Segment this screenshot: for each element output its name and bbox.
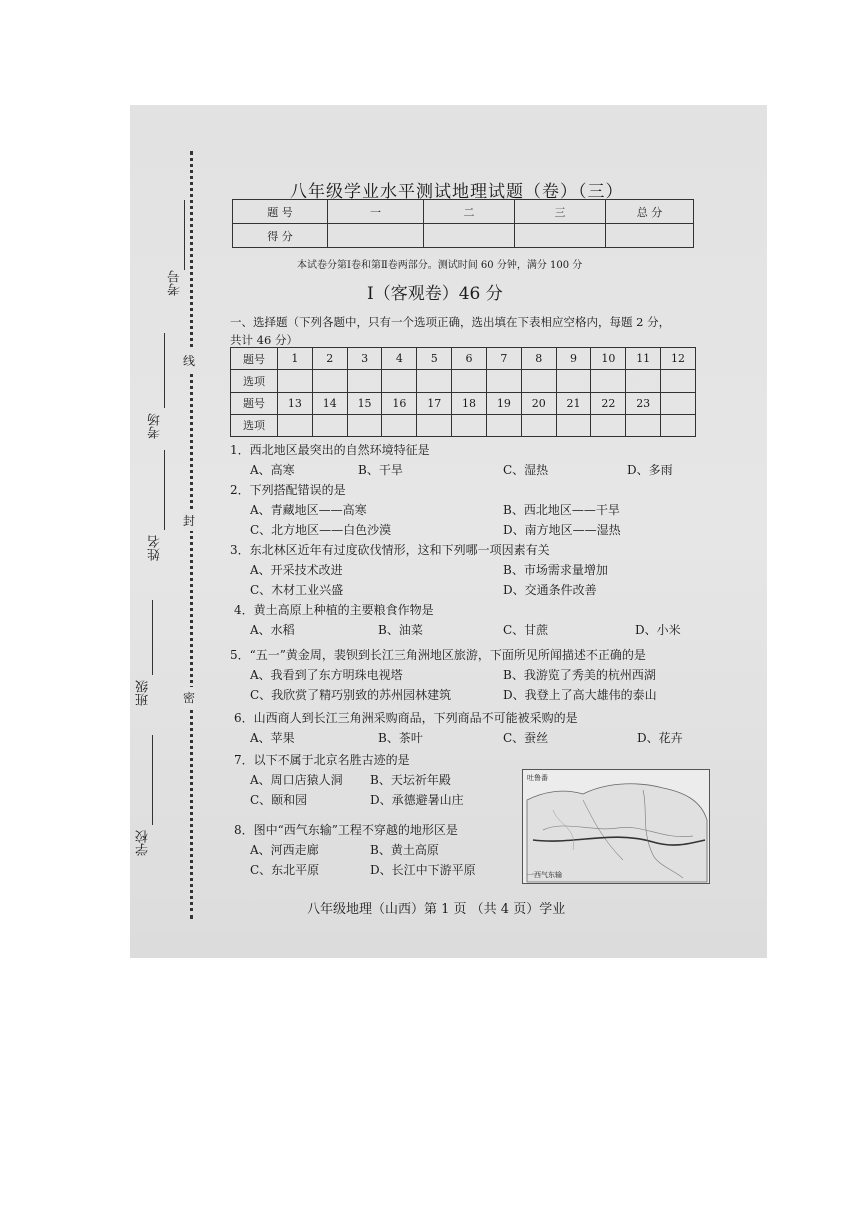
score-table	[232, 199, 694, 248]
answer-blank-cell	[556, 370, 591, 392]
question-option: D、小米	[635, 623, 681, 637]
answer-blank-cell	[312, 370, 347, 392]
question-option: C、我欣赏了精巧别致的苏州园林建筑	[250, 688, 452, 702]
question-option: A、水稻	[250, 623, 295, 637]
answer-blank-cell	[591, 414, 626, 436]
answer-blank-cell	[556, 414, 591, 436]
school-label: 学校	[136, 830, 151, 856]
question-option: C、木材工业兴盛	[250, 583, 344, 597]
answer-number-cell: 12	[661, 348, 696, 370]
answer-blank-cell	[452, 414, 487, 436]
exam-title: 八年级学业水平测试地理试题（卷）（三）	[290, 182, 624, 202]
answer-number-cell: 21	[556, 392, 591, 414]
answer-blank-cell	[382, 370, 417, 392]
scanned-exam-page	[130, 105, 767, 958]
question-option: A、高寒	[250, 463, 295, 477]
question-option: A、苹果	[250, 731, 295, 745]
question-option: B、市场需求量增加	[503, 563, 608, 577]
score-header-cell: 二	[424, 200, 515, 224]
answer-number-cell: 7	[486, 348, 521, 370]
answer-blank-cell	[626, 414, 661, 436]
question-option: D、我登上了高大雄伟的泰山	[503, 688, 657, 702]
room-blank	[164, 333, 165, 408]
answer-number-cell: 15	[347, 392, 382, 414]
question-option: C、东北平原	[250, 863, 320, 877]
answer-row-label: 选项	[231, 370, 278, 392]
answer-number-cell: 14	[312, 392, 347, 414]
question-option: D、交通条件改善	[503, 583, 597, 597]
page-footer: 八年级地理（山西）第 1 页 （共 4 页）学业	[307, 902, 566, 917]
answer-blank-cell	[452, 370, 487, 392]
question-option: A、周口店猿人洞	[250, 773, 343, 787]
question-option: C、蚕丝	[503, 731, 549, 745]
answer-blank-cell	[417, 370, 452, 392]
score-header-cell: 总 分	[606, 200, 694, 224]
answer-blank-cell	[417, 414, 452, 436]
number-label: 考号	[168, 270, 183, 296]
question-stem: 8．图中“西气东输”工程不穿越的地形区是	[234, 823, 458, 837]
question-option: C、湿热	[503, 463, 549, 477]
question-option: A、河西走廊	[250, 843, 319, 857]
answer-blank-cell	[278, 414, 313, 436]
question-option: D、承德避暑山庄	[370, 793, 464, 807]
question-option: D、长江中下游平原	[370, 863, 476, 877]
question-option: D、南方地区——湿热	[503, 523, 621, 537]
answer-number-cell: 6	[452, 348, 487, 370]
answer-number-cell: 3	[347, 348, 382, 370]
answer-number-cell: 19	[486, 392, 521, 414]
answer-number-cell: 20	[521, 392, 556, 414]
answer-number-cell: 16	[382, 392, 417, 414]
answer-blank-cell	[347, 370, 382, 392]
score-row-label: 得 分	[233, 224, 328, 248]
score-header-cell: 一	[328, 200, 424, 224]
answer-blank-cell	[661, 370, 696, 392]
answer-number-cell: 17	[417, 392, 452, 414]
answer-number-cell: 13	[278, 392, 313, 414]
question-option: B、我游览了秀美的杭州西湖	[503, 668, 656, 682]
answer-blank-cell	[591, 370, 626, 392]
question-stem: 4．黄土高原上种植的主要粮食作物是	[234, 603, 434, 617]
question-option: B、茶叶	[378, 731, 423, 745]
map-label-turpan: 吐鲁番	[527, 774, 548, 782]
question-option: C、颐和园	[250, 793, 308, 807]
answer-number-cell: 5	[417, 348, 452, 370]
answer-row-label: 题号	[231, 392, 278, 414]
seal-mark-mi: 密	[183, 687, 195, 708]
question-option: D、多雨	[627, 463, 673, 477]
answer-blank-cell	[486, 414, 521, 436]
answer-number-cell: 23	[626, 392, 661, 414]
answer-number-cell: 10	[591, 348, 626, 370]
question-option: A、我看到了东方明珠电视塔	[250, 668, 403, 682]
map-legend: 一西气东输	[527, 871, 562, 879]
question-stem: 5．“五一”黄金周，裴钡到长江三角洲地区旅游，下面所见所闻描述不正确的是	[230, 648, 646, 662]
answer-blank-cell	[347, 414, 382, 436]
map-outline-image	[523, 770, 709, 883]
class-blank	[152, 600, 153, 675]
answer-table	[230, 347, 696, 437]
score-blank-cell	[606, 224, 694, 248]
instructions: 本试卷分第Ⅰ卷和第Ⅱ卷两部分。测试时间 60 分钟，满分 100 分	[297, 260, 583, 271]
class-label: 班级	[136, 680, 151, 706]
question-stem: 7．以下不属于北京名胜古迹的是	[234, 753, 410, 767]
answer-blank-cell	[278, 370, 313, 392]
seal-mark-xian: 线	[183, 350, 195, 371]
answer-blank-cell	[626, 370, 661, 392]
school-blank	[152, 735, 153, 825]
question-option: B、黄土高原	[370, 843, 439, 857]
section-intro: 一、选择题（下列各题中，只有一个选项正确，选出填在下表相应空格内，每题 2 分，	[230, 315, 671, 329]
score-blank-cell	[515, 224, 606, 248]
question-option: B、天坛祈年殿	[370, 773, 451, 787]
question-option: A、开采技术改进	[250, 563, 343, 577]
answer-row-label: 题号	[231, 348, 278, 370]
question-option: B、西北地区——干旱	[503, 503, 620, 517]
answer-blank-cell	[382, 414, 417, 436]
number-blank	[184, 200, 185, 270]
question-stem: 1．西北地区最突出的自然环境特征是	[230, 443, 430, 457]
answer-number-cell: 22	[591, 392, 626, 414]
question-stem: 6．山西商人到长江三角洲采购商品，下列商品不可能被采购的是	[234, 711, 578, 725]
room-label: 考场	[148, 413, 163, 439]
answer-number-cell: 9	[556, 348, 591, 370]
answer-number-cell: 2	[312, 348, 347, 370]
section-title: Ⅰ（客观卷）46 分	[367, 284, 503, 304]
question-option: C、北方地区——白色沙漠	[250, 523, 392, 537]
question-option: B、油菜	[378, 623, 423, 637]
answer-blank-cell	[486, 370, 521, 392]
answer-blank-cell	[312, 414, 347, 436]
answer-number-cell: 11	[626, 348, 661, 370]
answer-number-cell	[661, 392, 696, 414]
name-blank	[164, 450, 165, 530]
answer-blank-cell	[661, 414, 696, 436]
answer-row-label: 选项	[231, 414, 278, 436]
answer-number-cell: 8	[521, 348, 556, 370]
seal-dotted-line	[190, 151, 193, 919]
west-east-gas-map	[522, 769, 710, 884]
section-intro-cont: 共计 46 分）	[230, 333, 298, 347]
answer-number-cell: 1	[278, 348, 313, 370]
name-label: 姓名	[148, 535, 163, 561]
answer-blank-cell	[521, 370, 556, 392]
question-option: D、花卉	[637, 731, 683, 745]
score-header-cell: 题 号	[233, 200, 328, 224]
answer-number-cell: 4	[382, 348, 417, 370]
question-option: A、青藏地区——高寒	[250, 503, 367, 517]
question-stem: 3．东北林区近年有过度砍伐情形，这和下列哪一项因素有关	[230, 543, 550, 557]
score-blank-cell	[424, 224, 515, 248]
question-stem: 2．下列搭配错误的是	[230, 483, 346, 497]
score-header-cell: 三	[515, 200, 606, 224]
question-option: B、干旱	[358, 463, 403, 477]
answer-number-cell: 18	[452, 392, 487, 414]
score-blank-cell	[328, 224, 424, 248]
seal-mark-feng: 封	[183, 510, 195, 531]
question-option: C、甘蔗	[503, 623, 549, 637]
answer-blank-cell	[521, 414, 556, 436]
